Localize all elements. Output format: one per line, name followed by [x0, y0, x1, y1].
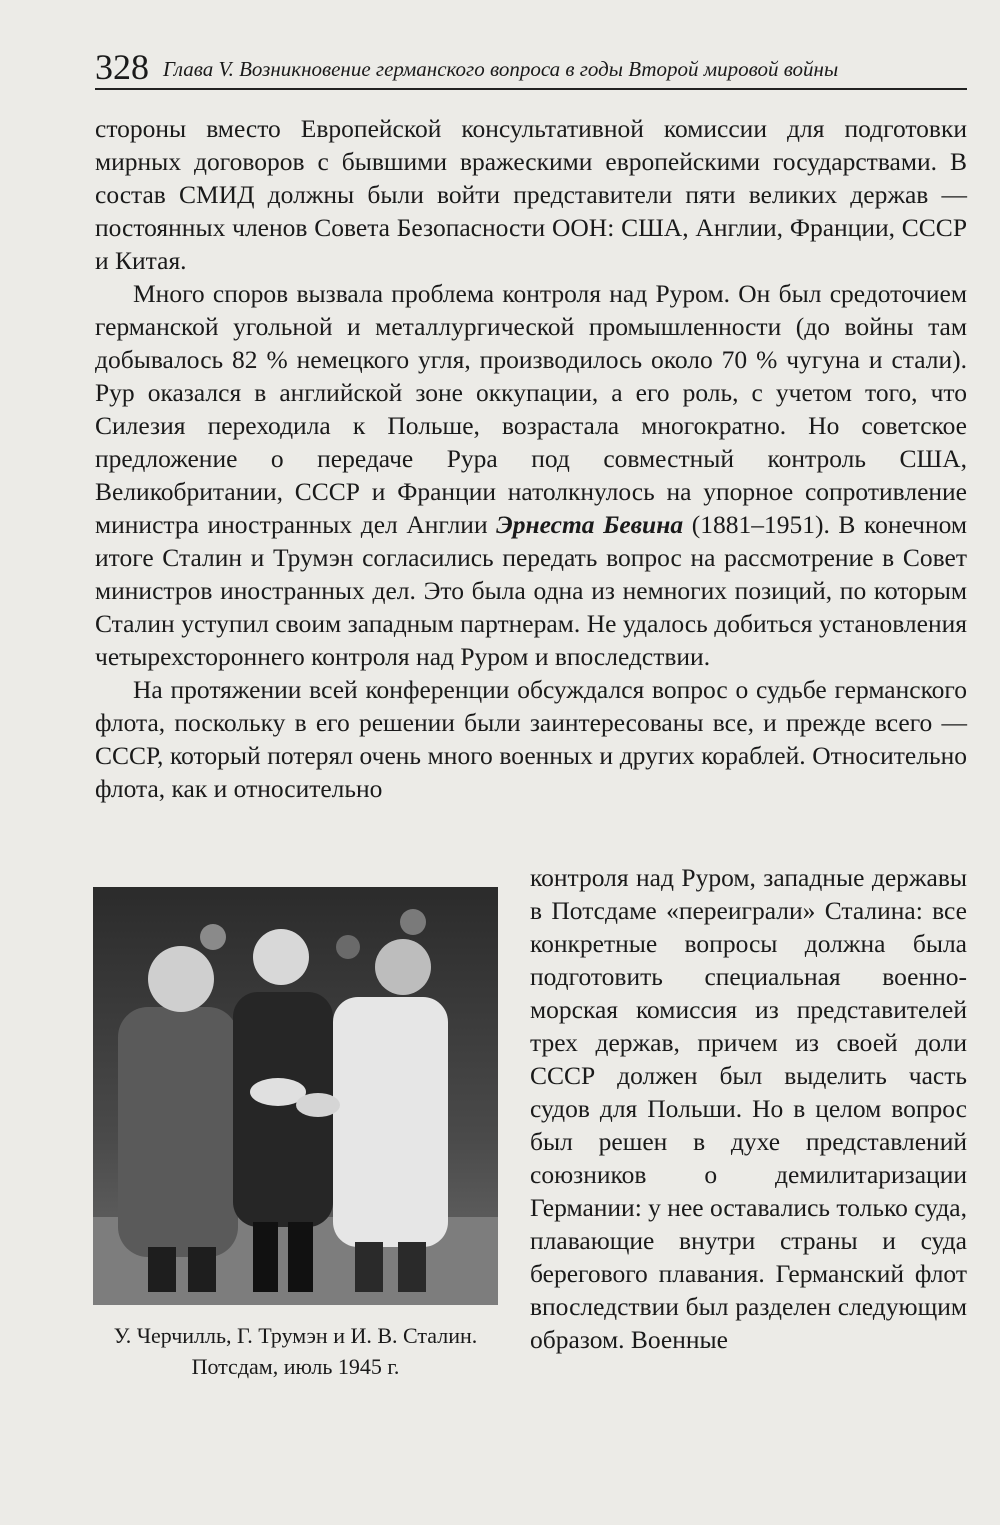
photo-caption: У. Черчилль, Г. Трумэн и И. В. Сталин. Потсдам, июль 1945 г. [113, 1323, 478, 1379]
paragraph-1: стороны вместо Европейской консультативной комиссии для подготовки мирных договоров с бывшими вражескими европейскими государствами. В состав СМИД должны были войти представители пяти великих держав — постоянных членов Совета Безопасности ООН: США, Англии, Франции, СССР и Китая. [95, 114, 967, 275]
side-text [530, 861, 967, 1356]
paragraph-2-after: (1881–1951). В конечном итоге Сталин и Трумэн согласились передать вопрос на рассмотрение в Совет министров иностранных дел. Это была одна из немногих позиций, по которым Сталин уступил своим западным партнерам. Не удалось добиться установления четырехстороннего контроля над Руром и впоследствии. [95, 510, 968, 671]
photo-illustration [93, 887, 498, 1305]
person-name-bevin: Эрнеста Бевина [496, 510, 684, 539]
historical-photo [93, 887, 498, 1305]
paragraph-2-before: Много споров вызвала проблема контроля над Руром. Он был средоточием германской угольной и металлургической промышленности (до войны там добывалось 82 % немецкого угля, производилось около 70 % чугуна и стали). Рур оказался в английской зоне оккупации, а его роль, с учетом того, что Силезия переходила к Польше, возрастала многократно. Но советское предложение о передаче Рура под совместный контроль США, Великобритании, СССР и Франции натолкнулось на упорное сопротивление министра иностранных дел Англии [95, 279, 967, 539]
page-number: 328 [95, 47, 149, 87]
paragraph-3: На протяжении всей конференции обсуждался вопрос о судьбе германского флота, поскольку в его решении были заинтересованы все, и прежде всего — СССР, который потерял очень много военных и других кораблей. Относительно флота, как и относительно [95, 675, 967, 803]
paragraph-3-continued: контроля над Руром, западные державы в Потсдаме «переиграли» Сталина: все конкретные вопросы должна была подготовить специальная военно-морская комиссия из представителей трех держав, причем из своей доли СССР должен был выделить часть судов для Польши. Но в целом вопрос был решен в духе представлений союзников о демилитаризации Германии: у нее оставались только суда, плавающие внутри страны и суда берегового плавания. Германский флот впоследствии был разделен следующим образом. Военные [530, 863, 967, 1354]
running-head: Глава V. Возникновение германского вопроса в годы Второй мировой войны [163, 57, 839, 81]
page-header [95, 40, 967, 90]
paragraph-2 [95, 277, 967, 673]
main-text [95, 112, 967, 805]
